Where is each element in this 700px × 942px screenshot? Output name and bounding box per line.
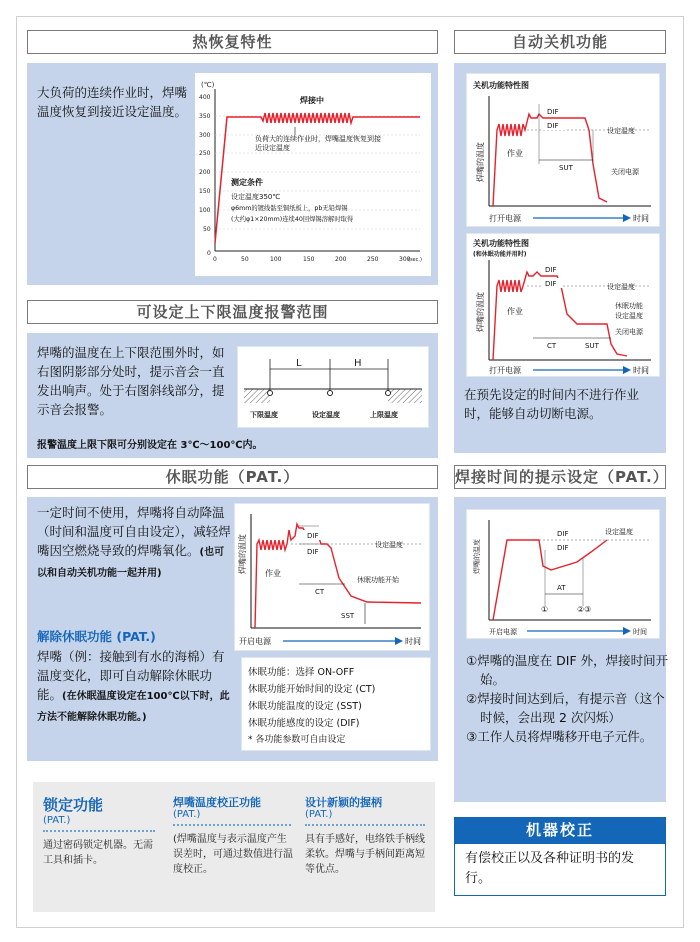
- h-label: H: [354, 358, 362, 369]
- calibration-text: 有偿校正以及各种证明书的发行。: [454, 844, 666, 896]
- sleep-title: 休眠功能（PAT.）: [27, 465, 438, 489]
- at-label: AT: [557, 584, 566, 592]
- step-marker: ①: [541, 605, 549, 614]
- setting-item: 休眠功能：选择 ON-OFF: [248, 667, 355, 678]
- alarm-range-text: 焊嘴的温度在上下限范围外时，如右图阴影部分处时，提示音会一直发出响声。处于右图斜线部分，提示音会报警。: [37, 345, 225, 417]
- setting-item: * 各功能参数可自由设定: [248, 735, 346, 745]
- sut-label: SUT: [559, 164, 573, 172]
- time-arrow-head: [623, 214, 631, 222]
- weld-time-chart-svg: [467, 510, 661, 640]
- weld-step: ①焊嘴的温度在 DIF 外，焊接时间开始。: [466, 653, 669, 687]
- setting-item: 休眠功能开始时间的设定 (CT): [248, 684, 376, 695]
- annotation-text: 负荷大的连续作业时，焊嘴温度恢复到接近设定温度: [255, 135, 381, 152]
- dif-label: DIF: [545, 280, 557, 288]
- auto-off-text: 在预先设定的时间内不进行作业时，能够自动切断电源。: [464, 387, 640, 421]
- auto-off-chart-1-svg: [467, 74, 661, 228]
- heat-recovery-chart-svg: [195, 73, 431, 276]
- x-start-label: 开启电源: [239, 637, 271, 646]
- condition-line: (大约φ1×20mm)连续40回焊锡溶解时取得: [231, 216, 354, 223]
- upper-hatch-area: [388, 389, 422, 403]
- release-main-text: 焊嘴（例：接触到有水的海棉）有温度变化，即可自动解除休眠功能。: [37, 649, 225, 702]
- work-label: 作业: [507, 307, 523, 316]
- upper-label: 上限温度: [370, 411, 398, 419]
- dif-label: DIF: [545, 266, 557, 274]
- dif-label: DIF: [557, 544, 569, 552]
- sleep-set-label: 休眠功能: [615, 302, 643, 310]
- weld-time-chart: [466, 509, 660, 639]
- sleep-panel: [27, 497, 438, 761]
- auto-off-title: 自动关机功能: [454, 30, 666, 54]
- step-marker: ②③: [577, 605, 592, 614]
- feature-desc: (焊嘴温度与表示温度产生误差时，可通过数值进行温度校正。: [173, 834, 293, 875]
- y-axis-label: 焊嘴的温度: [476, 292, 485, 332]
- ct-label: CT: [315, 588, 325, 596]
- x-end-label: 时间: [633, 366, 649, 375]
- set-marker: [328, 391, 333, 396]
- work-label: 作业: [265, 569, 281, 578]
- weld-step: ②焊接时间达到后，有提示音（这个时候，会出现 2 次闪烁）: [466, 691, 665, 725]
- y-axis-label: 焊嘴的温度: [238, 534, 247, 574]
- lower-label: 下限温度: [250, 411, 278, 419]
- sleep-start-label: 休眠功能开始: [357, 576, 399, 584]
- feature-title: 设计新颖的握柄: [305, 796, 382, 809]
- feature-title: 焊嘴温度校正功能: [173, 796, 261, 809]
- lower-hatch-area: [244, 389, 270, 403]
- dif-label: DIF: [557, 530, 569, 538]
- condition-line: 设定温度350℃: [231, 193, 281, 201]
- heat-recovery-chart: [195, 73, 431, 276]
- x-start-label: 打开电源: [489, 366, 521, 375]
- chart-title: 关机功能特性图: [473, 81, 529, 90]
- sleep-chart: [234, 503, 430, 651]
- feature-divider: [173, 824, 291, 826]
- y-axis-label: 焊嘴的温度: [473, 539, 481, 574]
- x-tick: 100: [270, 256, 282, 263]
- setting-item: 休眠功能感度的设定 (DIF): [248, 718, 360, 729]
- x-start-label: 开启电源: [489, 628, 517, 636]
- y-tick: 350: [199, 113, 211, 120]
- x-tick: 250: [367, 256, 379, 263]
- conditions-title: 测定条件: [231, 178, 263, 187]
- power-off-label: 关闭电源: [611, 168, 639, 176]
- y-tick: 0: [207, 250, 211, 257]
- upper-marker: [386, 391, 391, 396]
- x-end-label: 时间: [633, 628, 647, 636]
- y-tick: 400: [199, 94, 211, 101]
- x-tick: 0: [213, 256, 217, 263]
- sleep-chart-svg: [235, 504, 431, 652]
- sut-label: SUT: [585, 342, 599, 350]
- sst-label: SST: [341, 612, 355, 620]
- auto-off-chart-2-svg: [467, 234, 661, 378]
- work-label: 作业: [507, 149, 523, 158]
- auto-off-chart-2: [466, 233, 660, 377]
- chart-subtitle: (和休眠功能并用时): [473, 251, 527, 258]
- set-temp-label: 设定温度: [605, 528, 633, 536]
- x-end-label: 时间: [633, 214, 649, 223]
- sleep-main-text: 一定时间不使用，焊嘴将自动降温（时间和温度可自由设定），减轻焊嘴因空燃烧导致的焊嘴氧化。: [37, 505, 231, 558]
- sleep-settings-box: [241, 657, 431, 751]
- weld-step: ③工作人员将焊嘴移开电子元件。: [466, 729, 653, 744]
- auto-off-panel: [454, 63, 666, 453]
- x-start-label: 打开电源: [489, 214, 521, 223]
- dif-label: DIF: [547, 122, 559, 130]
- sleep-note: (也可以和自动关机功能一起并用): [37, 547, 225, 579]
- ct-label: CT: [547, 342, 557, 350]
- auto-off-chart-1: [466, 73, 660, 227]
- set-temp-label: 设定温度: [607, 283, 635, 291]
- dif-label: DIF: [547, 108, 559, 116]
- setting-item: 休眠功能温度的设定 (SST): [248, 701, 362, 712]
- weld-time-title: 焊接时间的提示设定（PAT.）: [454, 465, 666, 489]
- feature-title: 锁定功能: [43, 796, 104, 814]
- alarm-range-panel: [27, 333, 438, 458]
- feature-divider: [43, 830, 155, 832]
- alarm-range-diagram-svg: [238, 347, 430, 429]
- y-tick: 150: [199, 188, 211, 195]
- x-end-label: 时间: [405, 637, 421, 646]
- grid-lines: [215, 116, 420, 229]
- x-tick: 50: [241, 256, 249, 263]
- y-tick: 50: [203, 226, 211, 233]
- dif-label: DIF: [307, 532, 319, 540]
- feature-desc: 通过密码锁定机器。无需工具和插卡。: [43, 840, 153, 866]
- features-panel: [33, 782, 435, 912]
- time-arrow-head: [395, 637, 403, 645]
- heat-recovery-text: 大负荷的连续作业时，焊嘴温度恢复到接近设定温度。: [37, 85, 188, 119]
- x-unit-label: (sec.): [408, 257, 422, 263]
- set-temp-label: 设定温度: [607, 127, 635, 135]
- sleep-text: [37, 503, 233, 583]
- release-text: [37, 647, 235, 727]
- feature-pat: (PAT.): [173, 809, 201, 820]
- lower-marker: [268, 391, 273, 396]
- condition-line: φ6mm的镀线骷至铜纸板上，pb无铅焊锡: [231, 205, 348, 212]
- y-ticks: [199, 94, 211, 257]
- time-arrow-head: [623, 366, 631, 374]
- feature-desc: 具有手感好，电络铁手柄线柔软。焊嘴与手柄间距离短等优点。: [305, 834, 425, 875]
- y-unit-label: (℃): [201, 81, 215, 89]
- annotation-box: [255, 135, 385, 165]
- y-tick: 250: [199, 150, 211, 157]
- set-temp-label: 设定温度: [375, 541, 403, 549]
- x-tick: 150: [303, 256, 315, 263]
- sleep-set-label: 设定温度: [615, 312, 643, 320]
- alarm-range-note: 报警温度上限下限可分别设定在 3℃～100℃内。: [37, 440, 263, 451]
- feature-pat: (PAT.): [43, 815, 71, 826]
- time-arrow-head: [623, 627, 631, 635]
- release-note: (在休眠温度设定在100℃以下时，此方法不能解除休眠功能。): [37, 691, 230, 723]
- release-title: 解除休眠功能 (PAT.): [37, 629, 156, 644]
- heat-recovery-title: 热恢复特性: [27, 30, 438, 54]
- x-ticks: [213, 256, 422, 263]
- y-tick: 300: [199, 132, 211, 139]
- alarm-range-diagram: [237, 346, 429, 428]
- dif-label: DIF: [307, 548, 319, 556]
- set-label: 设定温度: [312, 411, 340, 419]
- l-label: L: [296, 358, 302, 369]
- heat-recovery-panel: [27, 63, 438, 285]
- x-tick: 200: [335, 256, 347, 263]
- chart-title: 关机功能特性图: [473, 239, 529, 248]
- y-tick: 100: [199, 207, 211, 214]
- power-off-label: 关闭电源: [615, 328, 643, 336]
- welding-label: 焊接中: [300, 96, 324, 105]
- y-tick: 200: [199, 169, 211, 176]
- x-tick: 300: [399, 256, 411, 263]
- weld-time-panel: [454, 497, 669, 802]
- calibration-title: 机器校正: [454, 817, 666, 844]
- alarm-range-title: 可设定上下限温度报警范围: [27, 300, 438, 324]
- feature-pat: (PAT.): [305, 809, 333, 820]
- feature-divider: [305, 824, 425, 826]
- y-axis-label: 焊嘴的温度: [476, 142, 485, 182]
